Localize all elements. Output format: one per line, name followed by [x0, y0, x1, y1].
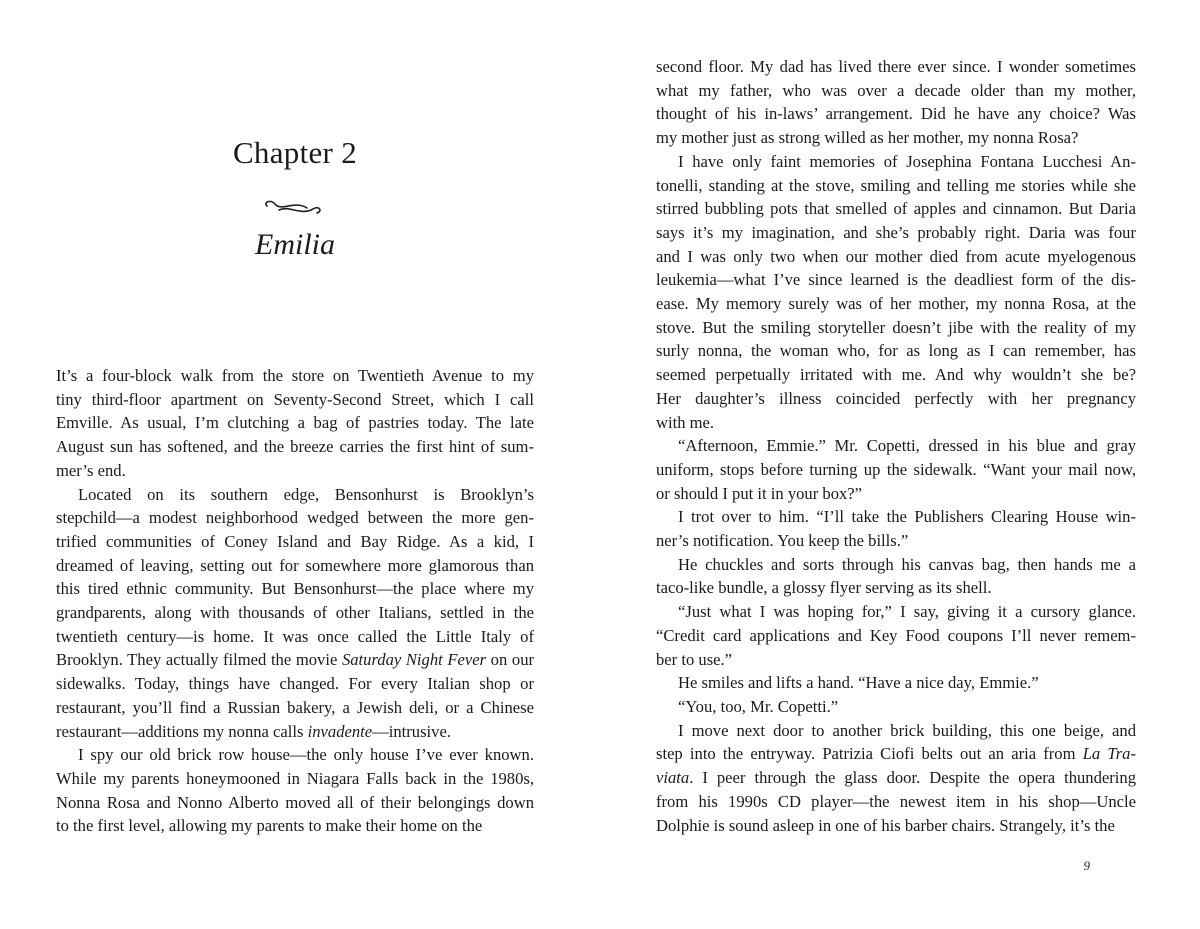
text-line: “Afternoon, Emmie.” Mr. Copetti, dressed in his blue and gray	[678, 436, 1136, 456]
text-line: step into the entryway. Patrizia Ciofi belts out an aria from La Tra-	[656, 744, 1136, 764]
text-line: and I was only two when our mother died from acute myelogenous	[656, 246, 1136, 266]
text-line: restaurant, you’ll find a Russian bakery, a Jewish deli, or a Chinese	[56, 697, 534, 717]
text-line: stove. But the smiling storyteller doesn’t jibe with the reality of my	[656, 317, 1136, 337]
text-line: While my parents honeymooned in Niagara Falls back in the 1980s,	[56, 768, 534, 788]
text-line: taco-like bundle, a glossy flyer serving as its shell.	[656, 578, 992, 598]
text-line: “You, too, Mr. Copetti.”	[678, 696, 839, 716]
left-body-text	[56, 364, 534, 838]
text-line: Located on its southern edge, Bensonhurst is Brooklyn’s	[78, 484, 534, 504]
text-line: stepchild—a modest neighborhood wedged between the more gen-	[56, 508, 534, 528]
text-line: twentieth century—is home. It was once called the Little Italy of	[56, 626, 534, 646]
text-line: He smiles and lifts a hand. “Have a nice day, Emmie.”	[678, 673, 1039, 693]
text-line: what my father, who was over a decade older than my mother,	[656, 80, 1136, 100]
text-line: Brooklyn. They actually filmed the movie Saturday Night Fever on our	[56, 650, 535, 670]
text-line: I move next door to another brick building, this one beige, and	[678, 720, 1136, 740]
text-line: second floor. My dad has lived there ever since. I wonder sometimes	[656, 57, 1136, 76]
right-body-text	[656, 55, 1136, 837]
text-line: Her daughter’s illness coincided perfectly with her pregnancy	[656, 388, 1136, 408]
text-line: or should I put it in your box?”	[656, 483, 863, 503]
text-line: surly nonna, the woman who, for as long as I can remember, has	[656, 341, 1136, 361]
chapter-title: Chapter 2	[232, 135, 358, 170]
text-line: Emville. As usual, I’m clutching a bag of pastries today. The late	[56, 413, 534, 433]
text-line: grandparents, along with thousands of other Italians, settled in the	[56, 603, 534, 623]
text-line: Dolphie is sound asleep in one of his barber chairs. Strangely, it’s the	[656, 815, 1115, 835]
text-line: tonelli, standing at the stove, smiling and telling me stories while she	[656, 175, 1136, 195]
text-line: thought of his in-laws’ arrangement. Did he have any choice? Was	[656, 104, 1136, 124]
text-line: I have only faint memories of Josephina Fontana Lucchesi An-	[678, 151, 1136, 171]
text-line: dreamed of leaving, setting out for somewhere more glamorous than	[56, 555, 534, 575]
text-line: this tired ethnic community. But Bensonhurst—the place where my	[56, 579, 534, 599]
text-line: uniform, stops before turning up the sidewalk. “Want your mail now,	[656, 459, 1136, 479]
right-page	[600, 0, 1200, 929]
text-line: “Credit card applications and Key Food coupons I’ll never remem-	[656, 625, 1136, 645]
chapter-ornament-icon	[261, 196, 325, 220]
text-line: with me.	[656, 412, 715, 432]
text-line: I trot over to him. “I’ll take the Publishers Clearing House win-	[678, 507, 1136, 527]
text-line: tiny third-floor apartment on Seventy-Second Street, which I call	[56, 389, 534, 409]
text-line: to the first level, allowing my parents to make their home on the	[56, 816, 483, 836]
text-line: seemed perpetually irritated with me. And why wouldn’t she be?	[656, 365, 1136, 385]
text-line: I spy our old brick row house—the only house I’ve ever known.	[78, 745, 534, 765]
text-line: says it’s my imagination, and she’s probably right. Daria was four	[656, 222, 1136, 242]
text-line: He chuckles and sorts through his canvas bag, then hands me a	[678, 554, 1136, 574]
text-line: ner’s notification. You keep the bills.”	[656, 531, 909, 551]
text-line: trified communities of Coney Island and Bay Ridge. As a kid, I	[56, 531, 534, 551]
text-line: “Just what I was hoping for,” I say, giving it a cursory glance.	[678, 602, 1136, 622]
text-line: leukemia—what I’ve since learned is the deadliest form of the dis-	[656, 270, 1136, 290]
text-line: It’s a four-block walk from the store on Twentieth Avenue to my	[56, 366, 534, 385]
page-number: 9	[1083, 858, 1090, 873]
text-line: from his 1990s CD player—the newest item in his shop—Uncle	[656, 791, 1136, 811]
text-line: ease. My memory surely was of her mother, my nonna Rosa, at the	[656, 294, 1136, 314]
text-line: viata. I peer through the glass door. Despite the opera thundering	[656, 768, 1136, 788]
text-line: Nonna Rosa and Nonno Alberto moved all of their belongings down	[56, 792, 534, 812]
text-line: stirred bubbling pots that smelled of apples and cinnamon. But Daria	[656, 199, 1136, 219]
text-line: August sun has softened, and the breeze carries the first hint of sum-	[56, 437, 534, 457]
text-line: restaurant—additions my nonna calls invadente—intrusive.	[56, 721, 451, 741]
text-line: mer’s end.	[56, 460, 126, 480]
chapter-name: Emilia	[255, 228, 335, 261]
text-line: sidewalks. Today, things have changed. For every Italian shop or	[56, 674, 534, 694]
text-line: my mother just as strong willed as her mother, my nonna Rosa?	[656, 128, 1079, 148]
text-line: ber to use.”	[656, 649, 733, 669]
